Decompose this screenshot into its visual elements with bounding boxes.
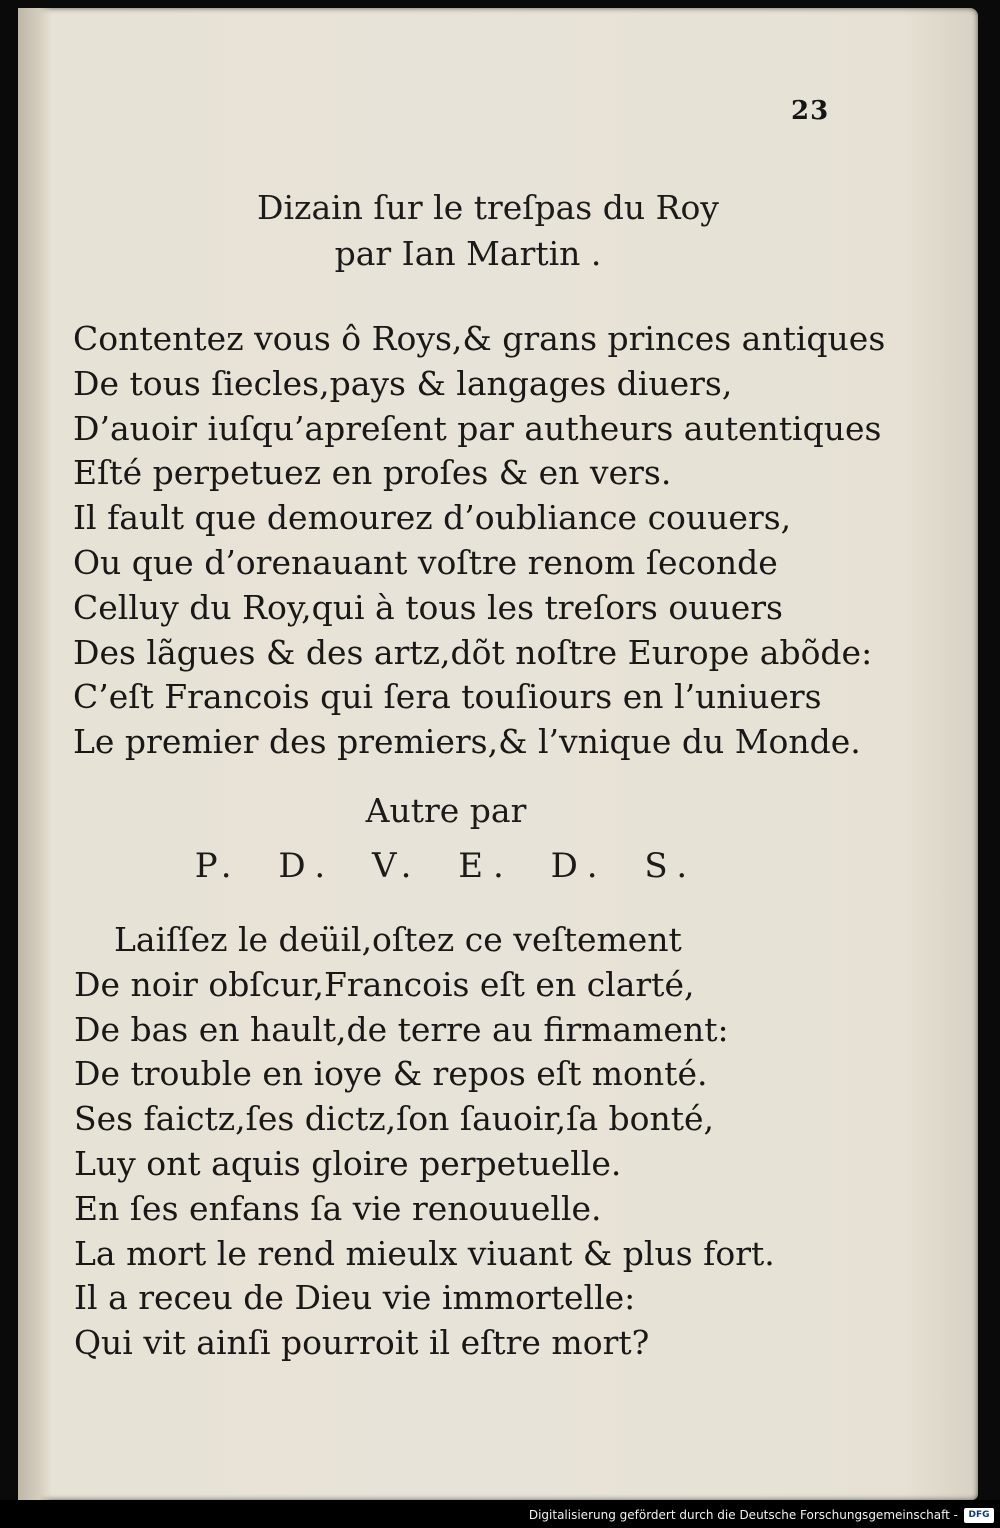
poem2-title-line1: Autre par xyxy=(365,791,527,830)
footer-funding-text: Digitalisierung gefördert durch die Deutsche Forschungsgemeinschaft - xyxy=(528,1508,958,1522)
page-number: 23 xyxy=(791,96,830,126)
poem1-verse-list xyxy=(73,317,885,765)
verse-line: Ses faictz,ſes dictz,ſon ſauoir,ſa bonté, xyxy=(74,1099,715,1139)
verse-line: D’auoir iuſqu’apreſent par autheurs autentiques xyxy=(73,408,882,448)
verse-line: Eſté perpetuez en proſes & en vers. xyxy=(73,453,672,493)
poem2-verse-list xyxy=(74,918,775,1366)
verse-line: Qui vit ainſi pourroit il eſtre mort? xyxy=(74,1323,650,1363)
verse-line: De bas en hault,de terre au firmament: xyxy=(74,1009,729,1049)
verse-line: Celluy du Roy,qui à tous les treſors ouuers xyxy=(73,587,783,627)
verse-line: La mort le rend mieulx viuant & plus fort. xyxy=(74,1233,775,1273)
page-gutter-shadow xyxy=(18,8,52,1500)
verse-line: Le premier des premiers,& l’vnique du Monde. xyxy=(73,722,861,762)
verse-line: De tous ſiecles,pays & langages diuers, xyxy=(73,363,733,403)
verse-line: De trouble en ioye & repos eſt monté. xyxy=(74,1054,708,1094)
verse-line: Il a receu de Dieu vie immortelle: xyxy=(74,1278,636,1318)
dfg-logo: DFG xyxy=(964,1508,994,1523)
poem1-title-line1: Dizain ſur le treſpas du Roy xyxy=(257,188,719,227)
verse-line: C’eſt Francois qui ſera touſiours en l’uniuers xyxy=(73,677,822,717)
verse-line: Laiſſez le deüil,oſtez ce veſtement xyxy=(114,920,682,959)
verse-line: De noir obſcur,Francois eſt en clarté, xyxy=(74,964,695,1004)
verse-line: Des lãgues & des artz,dõt noſtre Europe abõde: xyxy=(73,632,873,672)
verse-line: Contentez vous ô Roys,& grans princes antiques xyxy=(73,319,886,358)
poem1-title-line2: par Ian Martin . xyxy=(334,234,602,273)
book-page xyxy=(18,8,978,1500)
verse-line: En ſes enfans ſa vie renouuelle. xyxy=(74,1188,602,1228)
verse-line: Ou que d’orenauant voſtre renom ſeconde xyxy=(73,542,778,582)
verse-line: Luy ont aquis gloire perpetuelle. xyxy=(74,1143,622,1183)
footer-bar xyxy=(0,1500,1000,1528)
poem2-title-line2: P. D. V. E. D. S. xyxy=(194,846,698,886)
verse-line: Il fault que demourez d’oubliance couuers, xyxy=(73,498,792,538)
